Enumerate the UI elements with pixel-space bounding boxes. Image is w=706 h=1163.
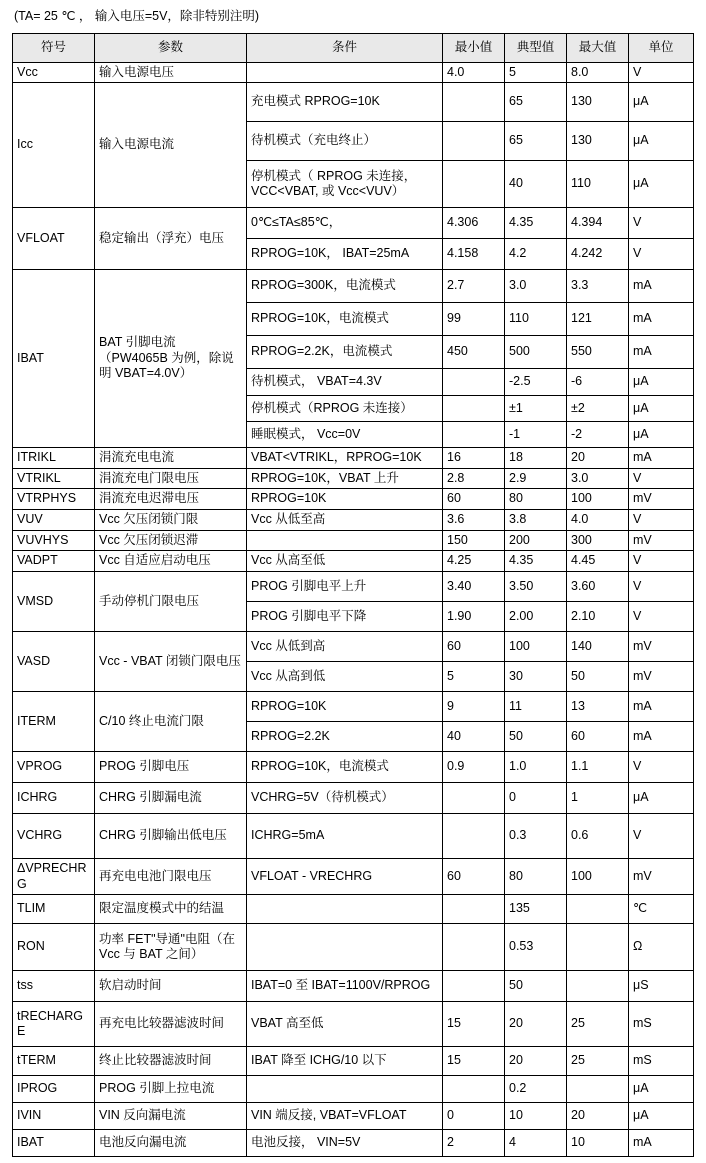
cell-typ: 2.00 (505, 601, 567, 631)
cell-symbol: Icc (13, 83, 95, 208)
cell-unit: μA (629, 122, 694, 161)
cell-min: 60 (443, 489, 505, 510)
cell-min: 60 (443, 858, 505, 894)
cell-max: 1.1 (567, 751, 629, 782)
cell-parameter: PROG 引脚上拉电流 (95, 1076, 247, 1103)
cell-unit: μA (629, 161, 694, 208)
cell-unit: mV (629, 631, 694, 661)
cell-typ: 65 (505, 122, 567, 161)
cell-unit: mA (629, 270, 694, 303)
cell-min (443, 396, 505, 422)
cell-parameter: VIN 反向漏电流 (95, 1103, 247, 1130)
table-row (13, 83, 694, 122)
cell-max: 25 (567, 1002, 629, 1047)
cell-typ: 3.8 (505, 510, 567, 531)
cell-symbol: tRECHARGE (13, 1002, 95, 1047)
table-row (13, 468, 694, 489)
header-unit: 单位 (629, 33, 694, 62)
cell-unit: mA (629, 691, 694, 721)
cell-typ: 2.9 (505, 468, 567, 489)
cell-symbol: Vcc (13, 62, 95, 83)
cell-unit: mA (629, 336, 694, 369)
cell-condition: Vcc 从低到高 (247, 631, 443, 661)
cell-unit: μA (629, 422, 694, 448)
cell-unit: mV (629, 858, 694, 894)
cell-unit: V (629, 208, 694, 239)
table-row (13, 448, 694, 469)
cell-max: -6 (567, 369, 629, 396)
cell-parameter: 再充电电池门限电压 (95, 858, 247, 894)
table-row (13, 551, 694, 572)
cell-typ: 10 (505, 1103, 567, 1130)
cell-typ: 20 (505, 1047, 567, 1076)
cell-max: 4.394 (567, 208, 629, 239)
cell-symbol: tTERM (13, 1047, 95, 1076)
table-row (13, 1002, 694, 1047)
cell-unit: mA (629, 303, 694, 336)
cell-max: 130 (567, 83, 629, 122)
cell-typ: 80 (505, 858, 567, 894)
cell-min (443, 422, 505, 448)
cell-min: 450 (443, 336, 505, 369)
cell-unit: V (629, 571, 694, 601)
cell-condition: RPROG=300K，电流模式 (247, 270, 443, 303)
cell-condition: 停机模式（ RPROG 未连接，VCC<VBAT, 或 Vcc<VUV） (247, 161, 443, 208)
conditions-note: (TA= 25 ℃ ， 输入电压=5V，除非特别注明) (14, 9, 260, 23)
cell-symbol: VADPT (13, 551, 95, 572)
header-parameter: 参数 (95, 33, 247, 62)
cell-parameter: 涓流充电迟滞电压 (95, 489, 247, 510)
cell-max: 4.0 (567, 510, 629, 531)
cell-symbol: IVIN (13, 1103, 95, 1130)
cell-min (443, 782, 505, 813)
table-row (13, 631, 694, 661)
cell-min: 2.7 (443, 270, 505, 303)
cell-parameter: CHRG 引脚漏电流 (95, 782, 247, 813)
cell-condition (247, 530, 443, 551)
cell-max (567, 971, 629, 1002)
cell-unit: mA (629, 1130, 694, 1157)
table-row (13, 571, 694, 601)
cell-min (443, 369, 505, 396)
cell-condition: RPROG=10K，VBAT 上升 (247, 468, 443, 489)
cell-max: 4.45 (567, 551, 629, 572)
cell-parameter: 稳定输出（浮充）电压 (95, 208, 247, 270)
cell-unit: μA (629, 369, 694, 396)
cell-typ: 50 (505, 721, 567, 751)
cell-unit: mV (629, 489, 694, 510)
cell-max (567, 1076, 629, 1103)
table-row (13, 751, 694, 782)
cell-symbol: VMSD (13, 571, 95, 631)
cell-typ: 3.50 (505, 571, 567, 601)
cell-unit: V (629, 751, 694, 782)
cell-symbol: tss (13, 971, 95, 1002)
cell-max: 20 (567, 1103, 629, 1130)
cell-min: 4.25 (443, 551, 505, 572)
cell-unit: mS (629, 1002, 694, 1047)
cell-parameter: 涓流充电门限电压 (95, 468, 247, 489)
cell-typ: 500 (505, 336, 567, 369)
cell-typ: 0.2 (505, 1076, 567, 1103)
cell-min: 99 (443, 303, 505, 336)
header-symbol: 符号 (13, 33, 95, 62)
cell-condition: VCHRG=5V（待机模式） (247, 782, 443, 813)
table-row (13, 1076, 694, 1103)
cell-symbol: VTRIKL (13, 468, 95, 489)
cell-unit: μA (629, 1076, 694, 1103)
cell-parameter: CHRG 引脚输出低电压 (95, 813, 247, 858)
cell-max: 100 (567, 489, 629, 510)
cell-typ: 4.35 (505, 208, 567, 239)
table-row (13, 510, 694, 531)
table-header-row (13, 33, 694, 62)
cell-condition: VBAT 高至低 (247, 1002, 443, 1047)
cell-condition: RPROG=10K (247, 691, 443, 721)
cell-parameter: C/10 终止电流门限 (95, 691, 247, 751)
cell-max: 10 (567, 1130, 629, 1157)
cell-condition (247, 924, 443, 971)
cell-max: 550 (567, 336, 629, 369)
cell-symbol: VASD (13, 631, 95, 691)
cell-min (443, 971, 505, 1002)
cell-symbol: VTRPHYS (13, 489, 95, 510)
cell-condition: Vcc 从高到低 (247, 661, 443, 691)
cell-parameter: Vcc 欠压闭锁门限 (95, 510, 247, 531)
cell-condition: 待机模式（充电终止） (247, 122, 443, 161)
cell-max: -2 (567, 422, 629, 448)
cell-min (443, 1076, 505, 1103)
cell-condition: 待机模式， VBAT=4.3V (247, 369, 443, 396)
cell-max (567, 895, 629, 924)
cell-typ: 20 (505, 1002, 567, 1047)
cell-parameter: 输入电源电流 (95, 83, 247, 208)
cell-typ: 4 (505, 1130, 567, 1157)
cell-symbol: TLIM (13, 895, 95, 924)
cell-parameter: 涓流充电电流 (95, 448, 247, 469)
cell-parameter: 软启动时间 (95, 971, 247, 1002)
table-row (13, 1103, 694, 1130)
header-condition: 条件 (247, 33, 443, 62)
table-row (13, 530, 694, 551)
table-row (13, 208, 694, 239)
cell-parameter: 输入电源电压 (95, 62, 247, 83)
cell-typ: ±1 (505, 396, 567, 422)
cell-condition: RPROG=10K (247, 489, 443, 510)
cell-typ: 5 (505, 62, 567, 83)
cell-min (443, 161, 505, 208)
cell-max: 100 (567, 858, 629, 894)
header-typ: 典型值 (505, 33, 567, 62)
table-row (13, 691, 694, 721)
cell-unit: ℃ (629, 895, 694, 924)
cell-unit: μA (629, 396, 694, 422)
cell-max: 60 (567, 721, 629, 751)
cell-typ: 200 (505, 530, 567, 551)
cell-parameter: Vcc 自适应启动电压 (95, 551, 247, 572)
cell-max: 8.0 (567, 62, 629, 83)
cell-min (443, 83, 505, 122)
cell-parameter: 限定温度模式中的结温 (95, 895, 247, 924)
cell-unit: V (629, 510, 694, 531)
cell-max: 3.0 (567, 468, 629, 489)
cell-unit: Ω (629, 924, 694, 971)
cell-condition: IBAT=0 至 IBAT=1100V/RPROG (247, 971, 443, 1002)
table-row (13, 270, 694, 303)
cell-max: 13 (567, 691, 629, 721)
cell-max: 0.6 (567, 813, 629, 858)
cell-typ: 1.0 (505, 751, 567, 782)
cell-symbol: ITERM (13, 691, 95, 751)
table-row (13, 782, 694, 813)
cell-min: 150 (443, 530, 505, 551)
cell-condition: VBAT<VTRIKL，RPROG=10K (247, 448, 443, 469)
table-row (13, 1130, 694, 1157)
cell-condition: VIN 端反接, VBAT=VFLOAT (247, 1103, 443, 1130)
cell-symbol: VUV (13, 510, 95, 531)
cell-max: 4.242 (567, 239, 629, 270)
cell-typ: 110 (505, 303, 567, 336)
cell-symbol: IBAT (13, 1130, 95, 1157)
cell-condition: RPROG=2.2K (247, 721, 443, 751)
cell-typ: 11 (505, 691, 567, 721)
table-row (13, 813, 694, 858)
cell-max (567, 924, 629, 971)
cell-typ: 0.3 (505, 813, 567, 858)
cell-min (443, 924, 505, 971)
cell-condition: Vcc 从高至低 (247, 551, 443, 572)
cell-min: 2.8 (443, 468, 505, 489)
cell-min: 0.9 (443, 751, 505, 782)
cell-parameter: Vcc 欠压闭锁迟滞 (95, 530, 247, 551)
cell-unit: mV (629, 530, 694, 551)
cell-condition: 睡眠模式， Vcc=0V (247, 422, 443, 448)
table-row (13, 971, 694, 1002)
cell-max: 140 (567, 631, 629, 661)
cell-condition: 停机模式（RPROG 未连接） (247, 396, 443, 422)
cell-min (443, 813, 505, 858)
cell-min (443, 122, 505, 161)
cell-unit: V (629, 551, 694, 572)
cell-min: 9 (443, 691, 505, 721)
cell-condition: 0℃≤TA≤85℃， (247, 208, 443, 239)
cell-typ: -2.5 (505, 369, 567, 396)
electrical-characteristics-table (12, 33, 694, 1158)
cell-unit: V (629, 239, 694, 270)
cell-unit: mA (629, 721, 694, 751)
cell-unit: mA (629, 448, 694, 469)
cell-unit: μA (629, 1103, 694, 1130)
cell-max: 25 (567, 1047, 629, 1076)
cell-symbol: VFLOAT (13, 208, 95, 270)
cell-unit: V (629, 813, 694, 858)
table-row (13, 62, 694, 83)
cell-condition: RPROG=10K，电流模式 (247, 303, 443, 336)
cell-min: 15 (443, 1047, 505, 1076)
cell-max: 20 (567, 448, 629, 469)
cell-unit: V (629, 468, 694, 489)
cell-typ: -1 (505, 422, 567, 448)
cell-min: 40 (443, 721, 505, 751)
cell-symbol: VCHRG (13, 813, 95, 858)
cell-min (443, 895, 505, 924)
cell-max: 121 (567, 303, 629, 336)
cell-condition: PROG 引脚电平上升 (247, 571, 443, 601)
cell-max: ±2 (567, 396, 629, 422)
cell-min: 15 (443, 1002, 505, 1047)
cell-condition (247, 62, 443, 83)
cell-parameter: PROG 引脚电压 (95, 751, 247, 782)
cell-unit: mS (629, 1047, 694, 1076)
cell-min: 0 (443, 1103, 505, 1130)
cell-min: 5 (443, 661, 505, 691)
cell-condition: RPROG=10K，电流模式 (247, 751, 443, 782)
cell-unit: μA (629, 782, 694, 813)
cell-min: 60 (443, 631, 505, 661)
cell-min: 4.0 (443, 62, 505, 83)
table-row (13, 895, 694, 924)
table-row (13, 924, 694, 971)
cell-min: 4.158 (443, 239, 505, 270)
cell-symbol: VUVHYS (13, 530, 95, 551)
cell-unit: μA (629, 83, 694, 122)
cell-condition (247, 1076, 443, 1103)
cell-condition: PROG 引脚电平下降 (247, 601, 443, 631)
cell-condition: Vcc 从低至高 (247, 510, 443, 531)
cell-typ: 135 (505, 895, 567, 924)
cell-typ: 0.53 (505, 924, 567, 971)
cell-symbol: IPROG (13, 1076, 95, 1103)
table-row (13, 858, 694, 894)
cell-typ: 65 (505, 83, 567, 122)
cell-min: 3.6 (443, 510, 505, 531)
cell-max: 3.3 (567, 270, 629, 303)
cell-symbol: IBAT (13, 270, 95, 448)
header-min: 最小值 (443, 33, 505, 62)
cell-parameter: BAT 引脚电流（PW4065B 为例，除说明 VBAT=4.0V） (95, 270, 247, 448)
cell-typ: 0 (505, 782, 567, 813)
cell-condition: 充电模式 RPROG=10K (247, 83, 443, 122)
cell-typ: 3.0 (505, 270, 567, 303)
cell-typ: 30 (505, 661, 567, 691)
cell-typ: 50 (505, 971, 567, 1002)
cell-max: 110 (567, 161, 629, 208)
cell-typ: 100 (505, 631, 567, 661)
cell-condition: RPROG=2.2K，电流模式 (247, 336, 443, 369)
cell-max: 3.60 (567, 571, 629, 601)
cell-min: 3.40 (443, 571, 505, 601)
cell-parameter: 手动停机门限电压 (95, 571, 247, 631)
cell-condition: RPROG=10K， IBAT=25mA (247, 239, 443, 270)
cell-max: 300 (567, 530, 629, 551)
cell-max: 2.10 (567, 601, 629, 631)
cell-min: 2 (443, 1130, 505, 1157)
cell-symbol: ΔVPRECHRG (13, 858, 95, 894)
cell-unit: V (629, 601, 694, 631)
table-row (13, 489, 694, 510)
cell-condition (247, 895, 443, 924)
cell-parameter: 电池反向漏电流 (95, 1130, 247, 1157)
cell-symbol: RON (13, 924, 95, 971)
cell-parameter: 功率 FET"导通"电阻（在 Vcc 与 BAT 之间） (95, 924, 247, 971)
cell-unit: V (629, 62, 694, 83)
cell-parameter: Vcc - VBAT 闭锁门限电压 (95, 631, 247, 691)
cell-typ: 18 (505, 448, 567, 469)
cell-typ: 4.2 (505, 239, 567, 270)
cell-max: 1 (567, 782, 629, 813)
cell-condition: 电池反接， VIN=5V (247, 1130, 443, 1157)
cell-typ: 40 (505, 161, 567, 208)
cell-max: 130 (567, 122, 629, 161)
cell-symbol: ITRIKL (13, 448, 95, 469)
cell-parameter: 再充电比较器滤波时间 (95, 1002, 247, 1047)
cell-symbol: ICHRG (13, 782, 95, 813)
cell-parameter: 终止比较器滤波时间 (95, 1047, 247, 1076)
cell-condition: IBAT 降至 ICHG/10 以下 (247, 1047, 443, 1076)
cell-unit: μS (629, 971, 694, 1002)
cell-min: 4.306 (443, 208, 505, 239)
cell-unit: mV (629, 661, 694, 691)
cell-condition: ICHRG=5mA (247, 813, 443, 858)
cell-max: 50 (567, 661, 629, 691)
cell-condition: VFLOAT - VRECHRG (247, 858, 443, 894)
cell-symbol: VPROG (13, 751, 95, 782)
cell-typ: 4.35 (505, 551, 567, 572)
header-max: 最大值 (567, 33, 629, 62)
cell-min: 16 (443, 448, 505, 469)
cell-min: 1.90 (443, 601, 505, 631)
cell-typ: 80 (505, 489, 567, 510)
